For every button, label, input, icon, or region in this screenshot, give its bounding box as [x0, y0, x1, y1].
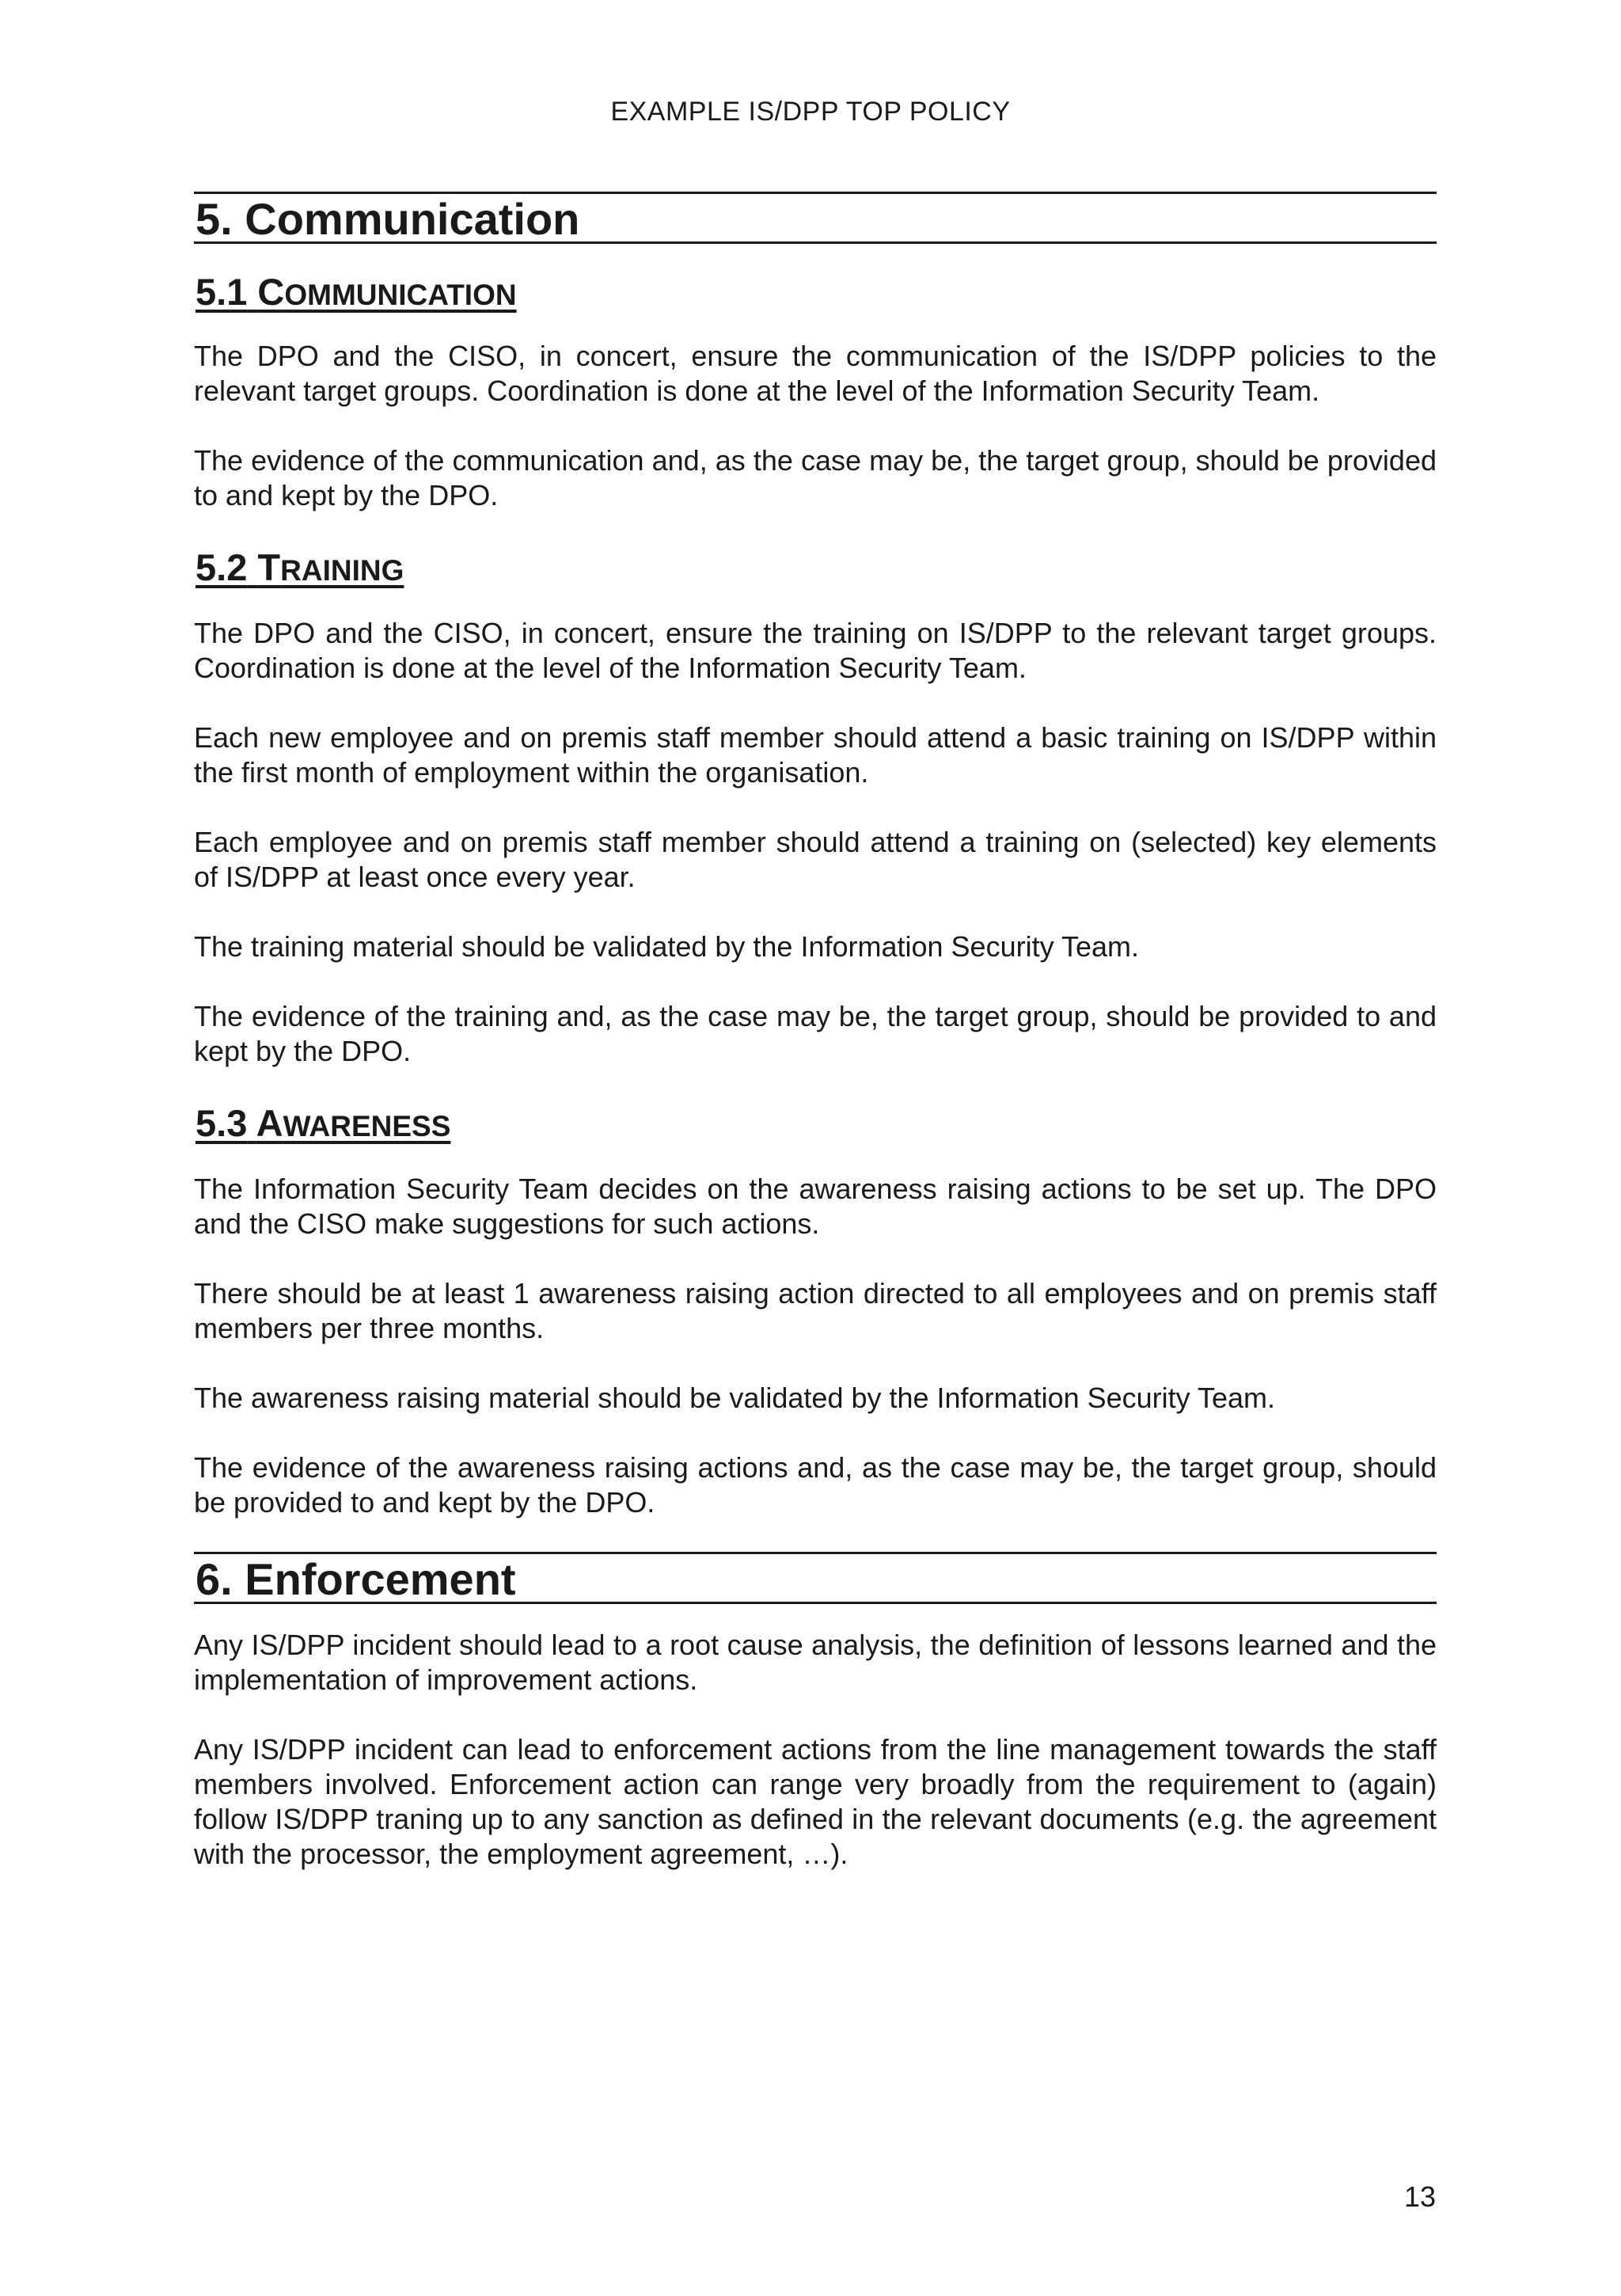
subsection-number: 5.3 — [196, 1102, 248, 1144]
page-content — [194, 192, 1437, 1872]
paragraph: The training material should be validated by the Information Security Team. — [194, 930, 1139, 963]
subsection-number: 5.1 — [196, 271, 248, 313]
subsection-initial: T — [257, 546, 281, 588]
subsection-number: 5.2 — [196, 546, 248, 588]
section-title: 5. Communication — [196, 194, 580, 244]
paragraph: The Information Security Team decides on the awareness raising actions to be set up. The DPO and the CISO make suggestions for such actions. — [194, 1173, 1437, 1240]
subsection-rest: WARENESS — [283, 1110, 451, 1142]
paragraph: The DPO and the CISO, in concert, ensure the communication of the IS/DPP policies to the relevant target groups. Coordination is done at the level of the Information Security Team. — [194, 340, 1437, 407]
paragraph: Any IS/DPP incident can lead to enforcement actions from the line management towards the staff members involved. Enforcement action can range very broadly from the requirement to (again) follow IS/DPP traning up to any sanction as defined in the relevant documents (e.g. the agreement with the processor, the employment agreement, …). — [194, 1733, 1437, 1870]
subsection-heading-awareness — [194, 1102, 1437, 1148]
paragraph: The awareness raising material should be validated by the Information Security Team. — [194, 1382, 1276, 1414]
running-header: EXAMPLE IS/DPP TOP POLICY — [610, 97, 1011, 127]
subsection-rest: RAINING — [280, 554, 404, 587]
paragraph: The evidence of the awareness raising actions and, as the case may be, the target group, should be provided to and kept by the DPO. — [194, 1451, 1437, 1519]
subsection-rest: OMMUNICATION — [284, 279, 517, 311]
page-number: 13 — [1403, 2180, 1436, 2213]
paragraph: The evidence of the communication and, as the case may be, the target group, should be provided to and kept by the DPO. — [194, 444, 1437, 511]
subsection-initial: A — [256, 1102, 283, 1144]
subsection-heading-training — [194, 546, 1437, 592]
subsection-heading-communication — [194, 271, 1437, 317]
section-heading-communication — [194, 192, 1437, 244]
paragraph: The DPO and the CISO, in concert, ensure the training on IS/DPP to the relevant target groups. Coordination is done at the level of the Information Security Team. — [194, 617, 1437, 684]
subsection-initial: C — [257, 271, 285, 313]
section-title: 6. Enforcement — [196, 1554, 516, 1604]
paragraph: The evidence of the training and, as the case may be, the target group, should be provided to and kept by the DPO. — [194, 1000, 1437, 1067]
paragraph: Each employee and on premis staff member should attend a training on (selected) key elements of IS/DPP at least once every year. — [194, 826, 1437, 893]
paragraph: Any IS/DPP incident should lead to a root cause analysis, the definition of lessons learned and the implementation of improvement actions. — [194, 1629, 1437, 1696]
paragraph: Each new employee and on premis staff member should attend a basic training on IS/DPP within the first month of employment within the organisation. — [194, 721, 1437, 789]
section-heading-enforcement — [194, 1552, 1437, 1604]
paragraph: There should be at least 1 awareness raising action directed to all employees and on premis staff members per three months. — [194, 1277, 1437, 1344]
